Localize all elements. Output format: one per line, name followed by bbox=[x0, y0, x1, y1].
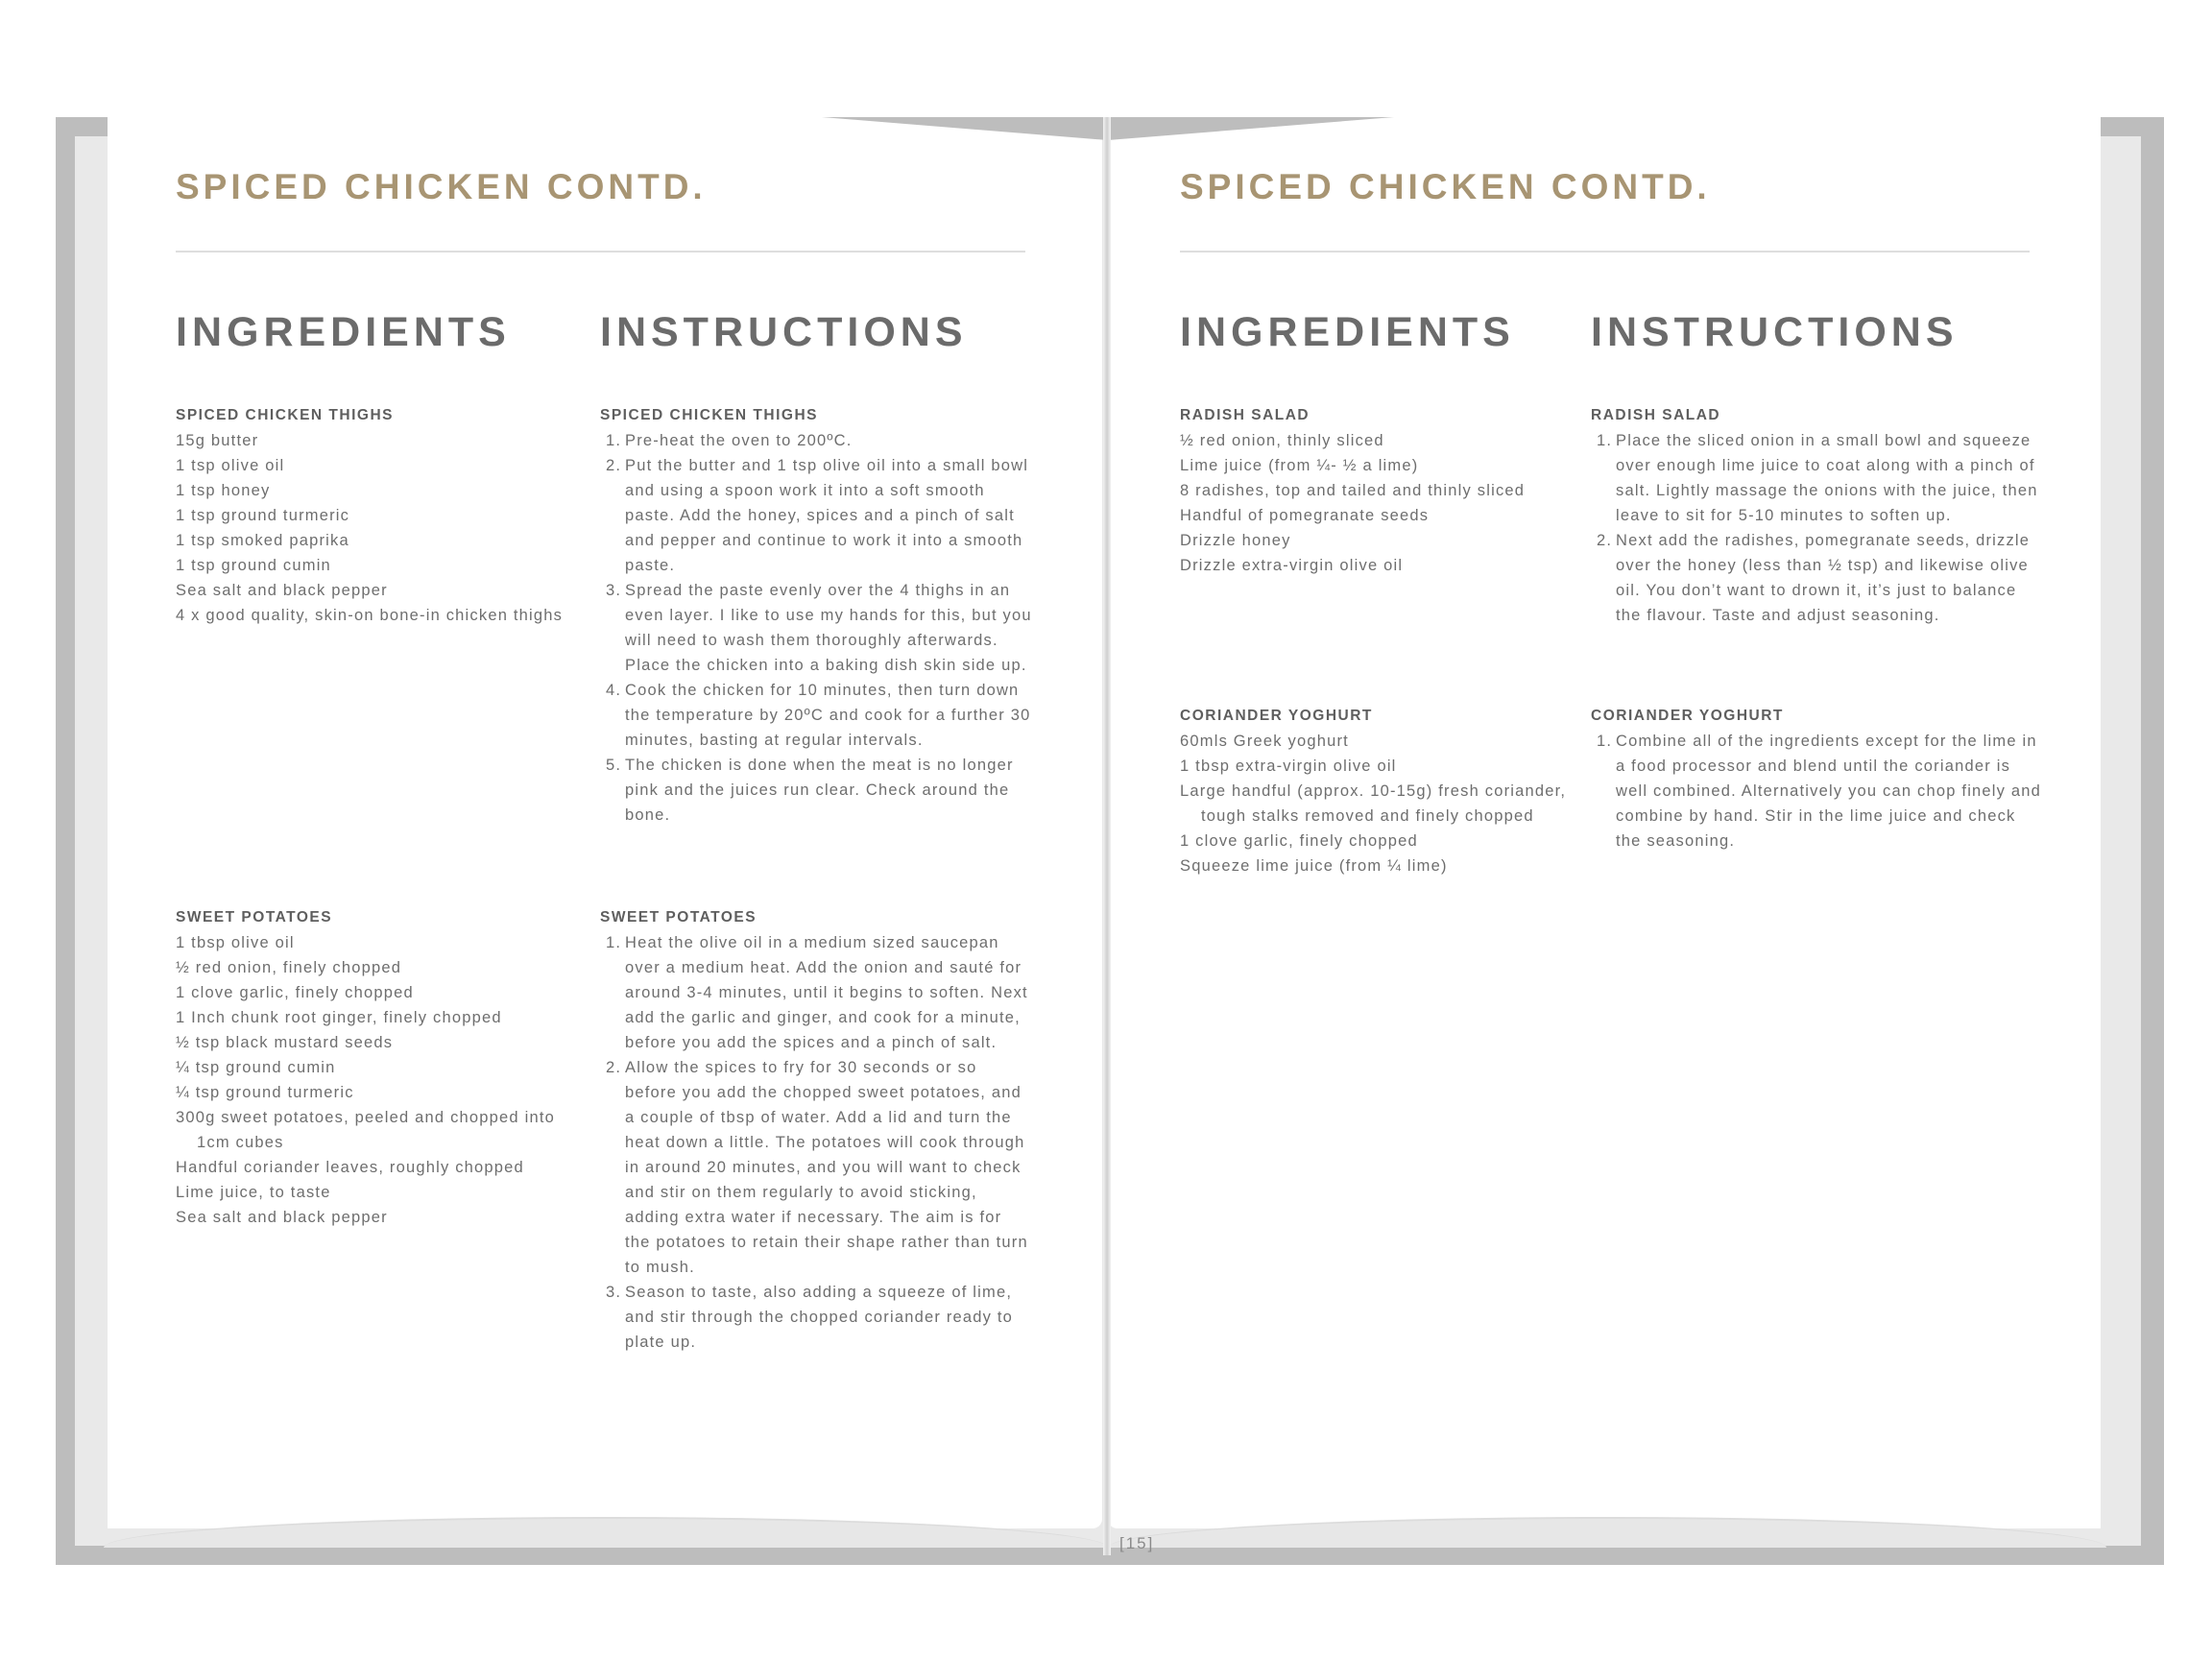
instruction-step bbox=[600, 930, 1032, 1055]
step-text: Next add the radishes, pomegranate seeds, drizzle over the honey (less than ½ tsp) and likewise olive oil. You don’t want to drown it, it’s just to balance the flavour. Taste and adjust seasoning. bbox=[1616, 532, 2031, 624]
ingredient-item: 8 radishes, top and tailed and thinly sliced bbox=[1180, 482, 1526, 499]
step-number: 2. bbox=[606, 457, 622, 474]
section-subheading: RADISH SALAD bbox=[1591, 407, 1721, 423]
ingredients-heading-left: INGREDIENTS bbox=[176, 309, 511, 355]
ingredient-item: ¼ tsp ground cumin bbox=[176, 1059, 336, 1076]
section-subheading: SPICED CHICKEN THIGHS bbox=[176, 407, 394, 423]
section-subheading: RADISH SALAD bbox=[1180, 407, 1310, 423]
step-text: Spread the paste evenly over the 4 thighs in an even layer. I like to use my hands for this, but you will need to wash them thoroughly afterwards. Place the chicken into a baking dish skin side up. bbox=[625, 582, 1032, 674]
ingredient-item: 1 clove garlic, finely chopped bbox=[176, 984, 414, 1001]
step-number: 2. bbox=[1597, 532, 1613, 549]
ingredient-item: ½ red onion, thinly sliced bbox=[1180, 432, 1384, 449]
instructions-heading-left: INSTRUCTIONS bbox=[600, 309, 968, 355]
ingredient-item: Sea salt and black pepper bbox=[176, 582, 388, 599]
ingredient-item: Handful of pomegranate seeds bbox=[1180, 507, 1430, 524]
instructions-radish-salad bbox=[1591, 403, 2042, 628]
instructions-sweet-potatoes bbox=[600, 905, 1032, 1355]
ingredient-item: 1 Inch chunk root ginger, finely chopped bbox=[176, 1009, 502, 1026]
step-text: Season to taste, also adding a squeeze of lime, and stir through the chopped coriander ready to plate up. bbox=[625, 1284, 1014, 1351]
step-text: The chicken is done when the meat is no longer pink and the juices run clear. Check around the bone. bbox=[625, 757, 1014, 824]
step-text: Allow the spices to fry for 30 seconds or so before you add the chopped sweet potatoes, and a couple of tbsp of water. Add a lid and turn the heat down a little. The potatoes will cook through in around 20 minutes, and you will want to check and stir on them regularly to avoid sticking, adding extra water if necessary. The aim is for the potatoes to retain their shape rather than turn to mush. bbox=[625, 1059, 1028, 1276]
ingredient-item: Drizzle extra-virgin olive oil bbox=[1180, 557, 1404, 574]
step-text: Pre-heat the oven to 200ºC. bbox=[625, 432, 853, 449]
instruction-step bbox=[1591, 428, 2042, 528]
ingredient-item: 15g butter bbox=[176, 432, 259, 449]
instruction-step bbox=[600, 428, 1032, 453]
instruction-step bbox=[600, 678, 1032, 753]
instruction-step bbox=[600, 1055, 1032, 1280]
ingredient-item: Lime juice (from ¼- ½ a lime) bbox=[1180, 457, 1419, 474]
instruction-step bbox=[1591, 729, 2042, 854]
title-divider-right bbox=[1180, 251, 2030, 252]
ingredient-item: Handful coriander leaves, roughly chopped bbox=[176, 1159, 524, 1176]
step-number: 2. bbox=[606, 1059, 622, 1076]
section-subheading: SPICED CHICKEN THIGHS bbox=[600, 407, 818, 423]
section-subheading: CORIANDER YOGHURT bbox=[1180, 708, 1373, 724]
instruction-step bbox=[600, 1280, 1032, 1355]
section-subheading: SWEET POTATOES bbox=[600, 909, 757, 926]
step-number: 1. bbox=[606, 934, 622, 951]
ingredient-item: 1 tsp ground cumin bbox=[176, 557, 331, 574]
step-text: Place the sliced onion in a small bowl and squeeze over enough lime juice to coat along with a pinch of salt. Lightly massage the onions with the juice, then leave to sit for 5-10 minutes to soften up. bbox=[1616, 432, 2038, 524]
ingredient-item: 1 tsp smoked paprika bbox=[176, 532, 349, 549]
ingredient-item: 4 x good quality, skin-on bone-in chicken thighs bbox=[176, 607, 564, 624]
page-title-left: SPICED CHICKEN CONTD. bbox=[176, 167, 707, 206]
ingredient-item: Lime juice, to taste bbox=[176, 1184, 331, 1201]
instruction-step bbox=[600, 578, 1032, 678]
ingredient-item: 1 tsp honey bbox=[176, 482, 271, 499]
step-number: 1. bbox=[1597, 733, 1613, 750]
step-number: 3. bbox=[606, 1284, 622, 1301]
instructions-spiced-chicken bbox=[600, 403, 1032, 828]
ingredient-item: ½ red onion, finely chopped bbox=[176, 959, 402, 976]
step-number: 5. bbox=[606, 757, 622, 774]
ingredient-item: 1 tbsp olive oil bbox=[176, 934, 295, 951]
step-number: 1. bbox=[1597, 432, 1613, 449]
step-number: 1. bbox=[606, 432, 622, 449]
ingredient-item: ¼ tsp ground turmeric bbox=[176, 1084, 354, 1101]
ingredient-item: 1 tbsp extra-virgin olive oil bbox=[1180, 757, 1397, 775]
instructions-heading-right: INSTRUCTIONS bbox=[1591, 309, 1959, 355]
ingredients-sweet-potatoes bbox=[176, 905, 579, 1230]
instruction-step bbox=[600, 453, 1032, 578]
ingredient-item: 1 tsp olive oil bbox=[176, 457, 285, 474]
step-text: Heat the olive oil in a medium sized saucepan over a medium heat. Add the onion and sauté for around 3-4 minutes, until it begins to soften. Next add the garlic and ginger, and cook for a minute, before you add the spices and a pinch of salt. bbox=[625, 934, 1028, 1051]
ingredient-item: Large handful (approx. 10-15g) fresh coriander, tough stalks removed and finely chopped bbox=[1180, 782, 1567, 825]
ingredients-heading-right: INGREDIENTS bbox=[1180, 309, 1515, 355]
title-divider-left bbox=[176, 251, 1025, 252]
ingredient-item: 1 clove garlic, finely chopped bbox=[1180, 832, 1418, 850]
page-title-right: SPICED CHICKEN CONTD. bbox=[1180, 167, 1711, 206]
step-number: 3. bbox=[606, 582, 622, 599]
book-spine bbox=[1103, 117, 1111, 1555]
ingredients-coriander-yoghurt bbox=[1180, 704, 1583, 878]
section-subheading: CORIANDER YOGHURT bbox=[1591, 708, 1784, 724]
step-text: Combine all of the ingredients except for the lime in a food processor and blend until the coriander is well combined. Alternatively you can chop finely and combine by hand. Stir in the lime juice and check the seasoning. bbox=[1616, 733, 2042, 850]
ingredient-item: Squeeze lime juice (from ¼ lime) bbox=[1180, 857, 1448, 875]
step-number: 4. bbox=[606, 682, 622, 699]
page-number: [15] bbox=[1119, 1534, 1155, 1552]
ingredient-item: ½ tsp black mustard seeds bbox=[176, 1034, 394, 1051]
step-text: Cook the chicken for 10 minutes, then turn down the temperature by 20ºC and cook for a further 30 minutes, basting at regular intervals. bbox=[625, 682, 1031, 749]
ingredients-spiced-chicken bbox=[176, 403, 579, 628]
ingredient-item: Drizzle honey bbox=[1180, 532, 1291, 549]
step-text: Put the butter and 1 tsp olive oil into a small bowl and using a spoon work it into a soft smooth paste. Add the honey, spices and a pinch of salt and pepper and continue to work it into a smooth paste. bbox=[625, 457, 1029, 574]
ingredient-item: 60mls Greek yoghurt bbox=[1180, 733, 1349, 750]
instruction-step bbox=[1591, 528, 2042, 628]
ingredients-radish-salad bbox=[1180, 403, 1583, 578]
ingredient-item: Sea salt and black pepper bbox=[176, 1209, 388, 1226]
instructions-coriander-yoghurt bbox=[1591, 704, 2042, 854]
ingredient-item: 1 tsp ground turmeric bbox=[176, 507, 350, 524]
ingredient-item: 300g sweet potatoes, peeled and chopped into 1cm cubes bbox=[176, 1109, 555, 1151]
section-subheading: SWEET POTATOES bbox=[176, 909, 333, 926]
instruction-step bbox=[600, 753, 1032, 828]
